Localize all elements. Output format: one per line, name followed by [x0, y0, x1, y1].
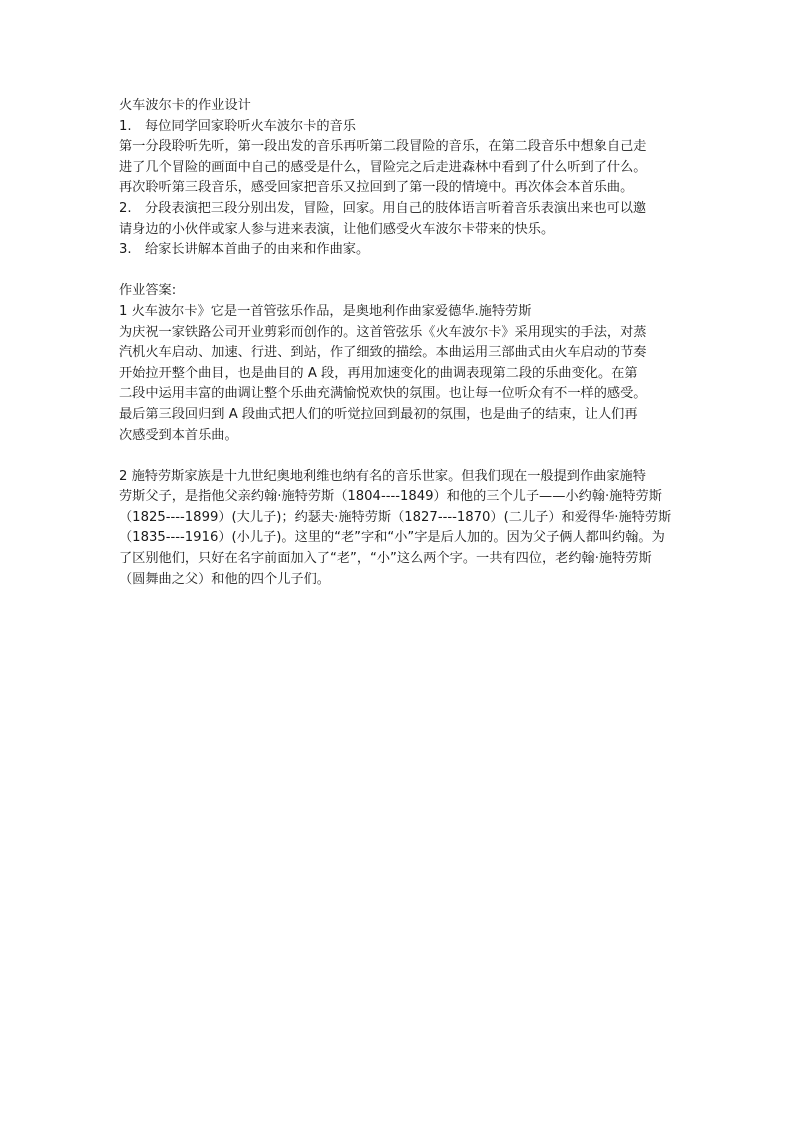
answer-1-line-1: 1 火车波尔卡》它是一首管弦乐作品，是奥地利作曲家爱德华.施特劳斯 [119, 303, 532, 319]
task-2-text-line-2: 请身边的小伙伴或家人参与进来表演，让他们感受火车波尔卡带来的快乐。 [119, 221, 555, 237]
task-2-text-line-1: 分段表演把三段分别出发，冒险，回家。用自己的肢体语言听着音乐表演出来也可以邀 [145, 200, 647, 216]
task-3-number: 3. [119, 242, 132, 258]
task-1-detail-line-1: 第一分段聆听先听，第一段出发的音乐再听第二段冒险的音乐，在第二段音乐中想象自己走 [119, 139, 647, 155]
task-2 [119, 199, 685, 220]
answer-1-line-3: 汽机火车启动、加速、行进、到站，作了细致的描绘。本曲运用三部曲式由火车启动的节奏 [119, 345, 647, 361]
spacer [119, 261, 685, 282]
answer-2-line-6: （圆舞曲之父）和他的四个儿子们。 [119, 571, 330, 587]
answers-heading: 作业答案: [119, 283, 177, 299]
document-title: 火车波尔卡的作业设计 [119, 98, 251, 113]
task-3 [119, 240, 685, 261]
task-1-detail-line-2: 进了几个冒险的画面中自己的感受是什么，冒险完之后走进森林中看到了什么听到了什么。 [119, 159, 647, 175]
answer-1-line-4: 开始拉开整个曲目，也是曲目的 A 段，再用加速变化的曲调表现第二段的乐曲变化。在第 [119, 365, 638, 381]
answer-1-line-2: 为庆祝一家铁路公司开业剪彩而创作的。这首管弦乐《火车波尔卡》采用现实的手法，对蒸 [119, 324, 647, 340]
task-2-number: 2. [119, 200, 132, 216]
answer-2-line-4: （1835----1916）(小儿子)。这里的“老”字和“小”字是后人加的。因为父子俩人都叫约翰。为 [119, 530, 665, 546]
task-1-detail-line-3: 再次聆听第三段音乐，感受回家把音乐又拉回到了第一段的情境中。再次体会本首乐曲。 [119, 180, 634, 196]
spacer [119, 446, 685, 467]
answer-1-line-7: 次感受到本首乐曲。 [119, 427, 238, 443]
answer-1-line-5: 二段中运用丰富的曲调让整个乐曲充满愉悦欢快的氛围。也让每一位听众有不一样的感受。 [119, 386, 647, 402]
document-page [119, 96, 685, 590]
task-3-text: 给家长讲解本首曲子的由来和作曲家。 [145, 242, 370, 258]
answer-2-line-2: 劳斯父子，是指他父亲约翰·施特劳斯（1804----1849）和他的三个儿子——小约翰·施特劳斯 [119, 489, 662, 505]
task-1-number: 1. [119, 118, 132, 134]
task-1 [119, 117, 685, 138]
task-1-text: 每位同学回家聆听火车波尔卡的音乐 [145, 118, 356, 134]
answer-2-line-3: （1825----1899）(大儿子)；约瑟夫·施特劳斯（1827----1870）(二儿子）和爱得华·施特劳斯 [119, 509, 672, 525]
answer-2-line-1: 2 施特劳斯家族是十九世纪奥地利维也纳有名的音乐世家。但我们现在一般提到作曲家施特 [119, 468, 646, 484]
answer-2-line-5: 了区别他们，只好在名字前面加入了“老”，“小”这么两个字。一共有四位，老约翰·施特劳斯 [119, 551, 652, 567]
answer-1-line-6: 最后第三段回归到 A 段曲式把人们的听觉拉回到最初的氛围，也是曲子的结束，让人们再 [119, 406, 638, 422]
